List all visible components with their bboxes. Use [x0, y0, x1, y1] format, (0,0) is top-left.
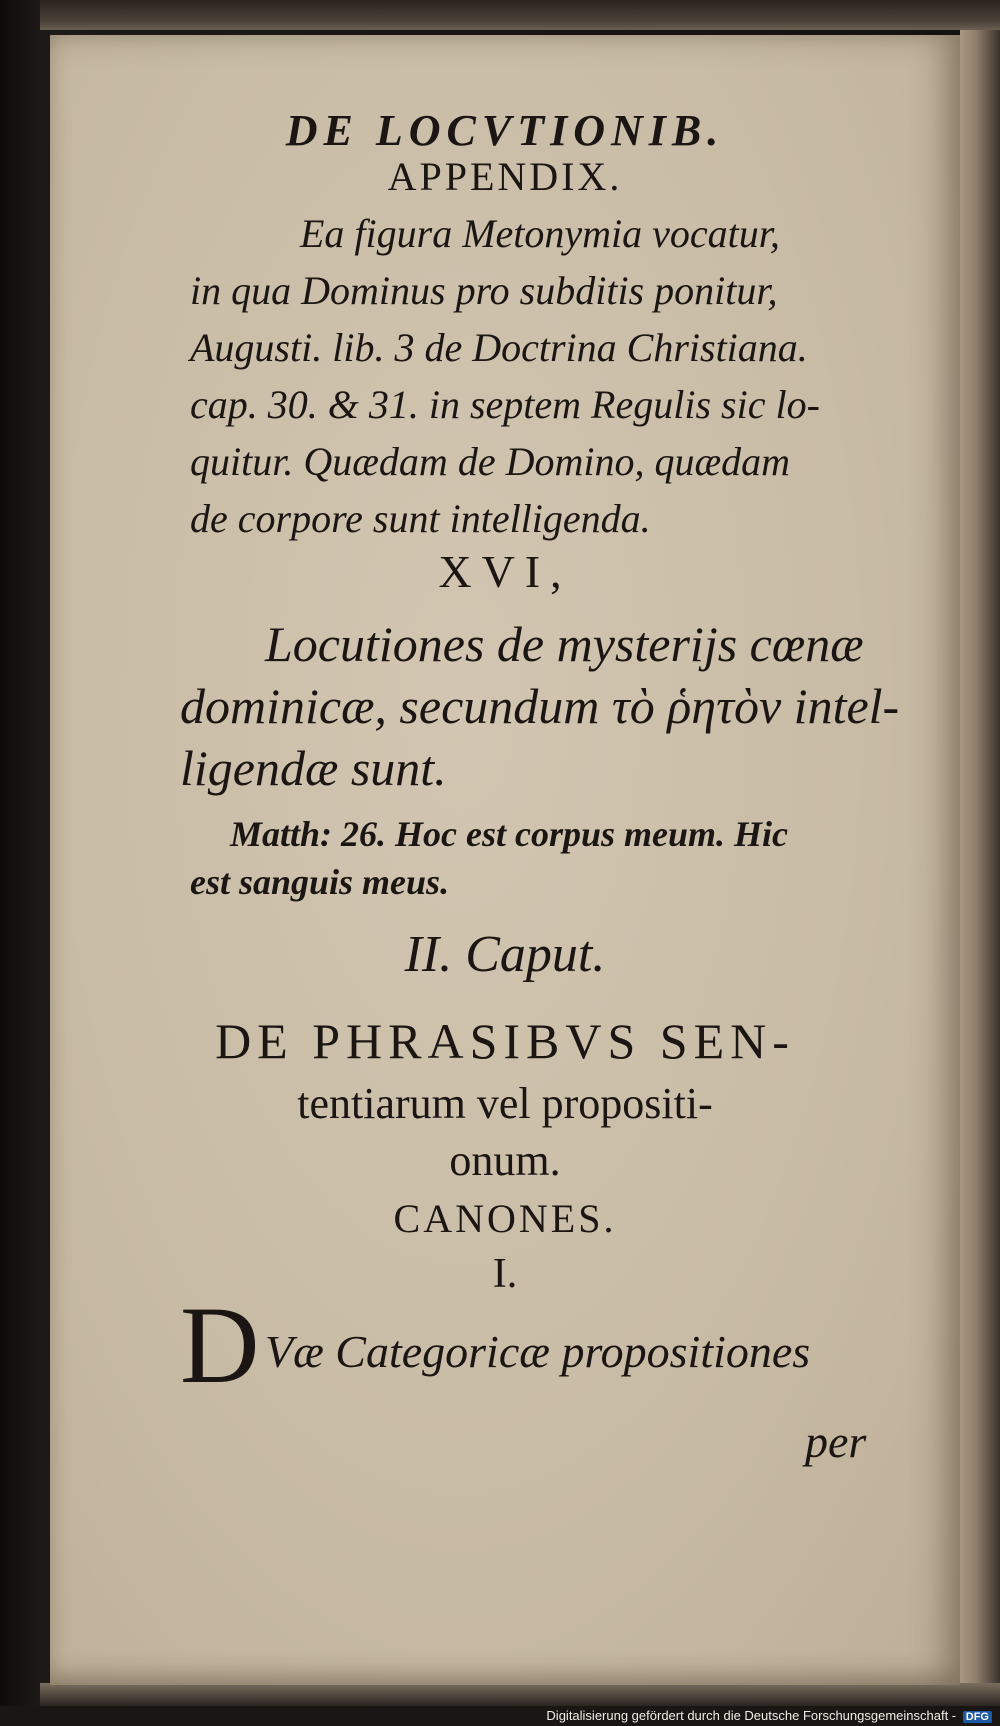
- book-page: [50, 35, 960, 1685]
- paragraph-line: Augusti. lib. 3 de Doctrina Christiana.: [190, 325, 808, 370]
- chapter-title-line: tentiarum vel propositi-: [297, 1079, 713, 1128]
- dfg-logo: DFG: [963, 1711, 992, 1723]
- section-number: XVI,: [438, 546, 572, 597]
- rule-line: Locutiones de mysterijs cœnæ: [265, 616, 864, 672]
- page-fore-edge: [960, 30, 1000, 1690]
- catchword: per: [805, 1416, 867, 1467]
- paragraph-line: Ea figura Metonymia vocatur,: [300, 211, 780, 256]
- digitization-credit: [546, 1708, 992, 1723]
- paragraph-line: cap. 30. & 31. in septem Regulis sic lo-: [190, 382, 820, 427]
- rule-line: dominicæ, secundum τὸ ῥητὸν intel-: [180, 678, 900, 734]
- chapter-title-line: DE PHRASIBVS SEN-: [215, 1013, 795, 1069]
- paragraph-line: de corpore sunt intelligenda.: [190, 496, 651, 541]
- chapter-heading: II. Caput.: [404, 926, 606, 983]
- credit-text: Digitalisierung gefördert durch die Deutsche Forschungsgemeinschaft -: [546, 1708, 957, 1723]
- rule-line: ligendæ sunt.: [180, 740, 447, 796]
- book-bottom-edge: [40, 1683, 1000, 1706]
- drop-capital: D: [180, 1284, 260, 1406]
- canon-number: I.: [492, 1251, 518, 1297]
- quotation-line: Matth: 26. Hoc est corpus meum. Hic: [230, 814, 788, 854]
- running-head: DE LOCVTIONIB.: [285, 106, 725, 155]
- book-top-edge: [40, 0, 1000, 30]
- canones-heading: CANONES.: [393, 1196, 617, 1241]
- appendix-heading: APPENDIX.: [387, 154, 623, 199]
- paragraph-line: quitur. Quædam de Domino, quædam: [190, 439, 791, 484]
- canon-first-line: Væ Categoricæ propositiones: [265, 1326, 811, 1377]
- quotation-line: est sanguis meus.: [190, 862, 450, 902]
- chapter-title-line: onum.: [449, 1136, 561, 1185]
- paragraph-line: in qua Dominus pro subditis ponitur,: [190, 268, 778, 313]
